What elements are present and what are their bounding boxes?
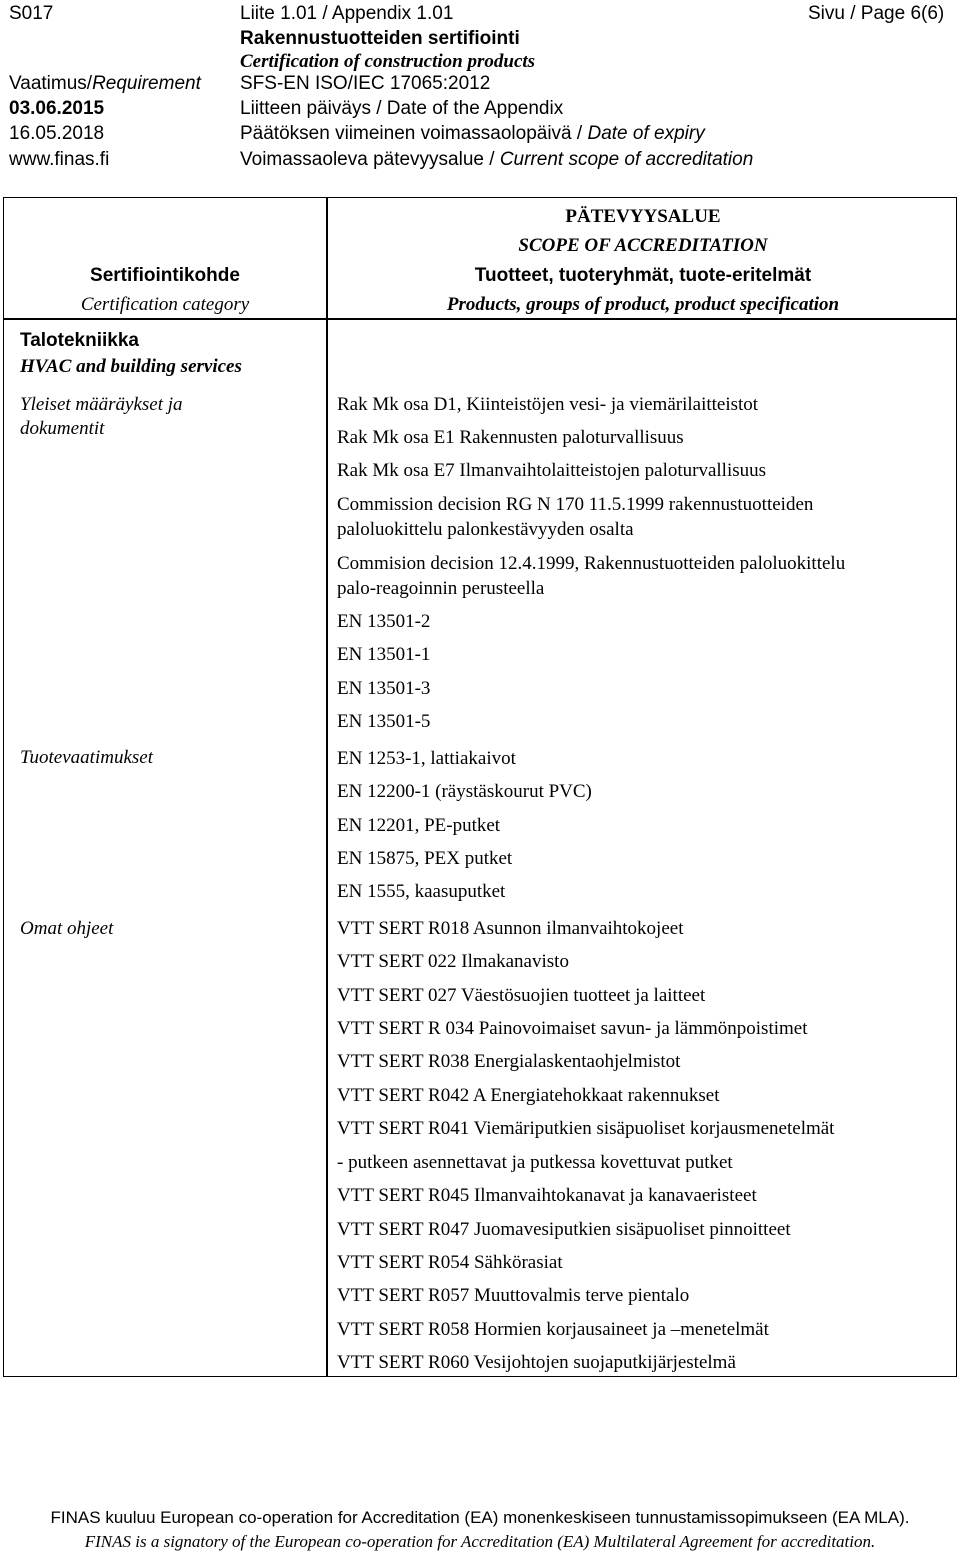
footer-text-en: FINAS is a signatory of the European co-operation for Accreditation (EA) Multilateral Agreement for accreditation. — [84, 1532, 876, 1551]
list-item: Rak Mk osa E1 Rakennusten paloturvallisuus — [337, 427, 684, 448]
category-en: HVAC and building services — [20, 356, 242, 377]
expiry-label: Päätöksen viimeinen voimassaolopäivä / Date of expiry — [240, 123, 705, 144]
list-item: VTT SERT R045 Ilmanvaihtokanavat ja kanavaeristeet — [337, 1185, 757, 1206]
list-item: EN 13501-3 — [337, 678, 431, 699]
requirement-label: Vaatimus/Requirement — [9, 73, 201, 94]
list-item: VTT SERT R058 Hormien korjausaineet ja –menetelmät — [337, 1319, 769, 1340]
list-item: VTT SERT R038 Energialaskentaohjelmistot — [337, 1051, 681, 1072]
section-general-line2: dokumentit — [20, 418, 105, 439]
footer-text-fi: FINAS kuuluu European co-operation for Accreditation (EA) monenkeskiseen tunnustamissopimukseen (EA MLA). — [50, 1508, 910, 1527]
col1-header-en: Certification category — [80, 294, 250, 315]
list-item: VTT SERT R054 Sähkörasiat — [337, 1252, 563, 1273]
list-item: VTT SERT R042 A Energiatehokkaat rakennukset — [337, 1085, 720, 1106]
list-item: VTT SERT R060 Vesijohtojen suojaputkijärjestelmä — [337, 1352, 736, 1373]
list-item: Commission decision RG N 170 11.5.1999 rakennustuotteiden — [337, 494, 814, 515]
appendix-date: 03.06.2015 — [9, 98, 105, 119]
col2-header-fi: Tuotteet, tuoteryhmät, tuote-eritelmät — [474, 265, 812, 286]
section-general-line1: Yleiset määräykset ja — [20, 394, 183, 415]
list-item: Commision decision 12.4.1999, Rakennustuotteiden paloluokittelu — [337, 553, 846, 574]
list-item: VTT SERT R018 Asunnon ilmanvaihtokojeet — [337, 918, 684, 939]
list-item: Rak Mk osa E7 Ilmanvaihtolaitteistojen paloturvallisuus — [337, 460, 767, 481]
col1-header-fi: Sertifiointikohde — [90, 265, 240, 286]
list-item: VTT SERT R047 Juomavesiputkien sisäpuoliset pinnoitteet — [337, 1219, 791, 1240]
list-item: paloluokittelu palonkestävyyden osalta — [337, 519, 634, 540]
list-item: VTT SERT R 034 Painovoimaiset savun- ja lämmönpoistimet — [337, 1018, 808, 1039]
title-fi: Rakennustuotteiden sertifiointi — [240, 28, 520, 49]
list-item: VTT SERT R057 Muuttovalmis terve pientalo — [337, 1285, 690, 1306]
category-fi: Talotekniikka — [20, 330, 139, 351]
list-item: EN 12200-1 (räystäskourut PVC) — [337, 781, 592, 802]
list-item: EN 12201, PE-putket — [337, 815, 501, 836]
list-item: Rak Mk osa D1, Kiinteistöjen vesi- ja viemärilaitteistot — [337, 394, 759, 415]
scope-title-fi: PÄTEVYYSALUE — [565, 206, 721, 227]
scope-label: Voimassaoleva pätevyysalue / Current scope of accreditation — [240, 149, 754, 170]
appendix-date-label: Liitteen päiväys / Date of the Appendix — [240, 98, 564, 119]
list-item: - putkeen asennettavat ja putkessa kovettuvat putket — [337, 1152, 733, 1173]
list-item: EN 1555, kaasuputket — [337, 881, 506, 902]
page-number: Sivu / Page 6(6) — [808, 3, 945, 24]
section-product-requirements: Tuotevaatimukset — [20, 747, 153, 768]
list-item: palo-reagoinnin perusteella — [337, 578, 545, 599]
list-item: EN 15875, PEX putket — [337, 848, 513, 869]
list-item: VTT SERT 027 Väestösuojien tuotteet ja laitteet — [337, 985, 706, 1006]
list-item: EN 13501-2 — [337, 611, 431, 632]
expiry-date: 16.05.2018 — [9, 123, 105, 144]
appendix-label: Liite 1.01 / Appendix 1.01 — [240, 3, 454, 24]
requirement-value: SFS-EN ISO/IEC 17065:2012 — [240, 73, 491, 94]
list-item: VTT SERT R041 Viemäriputkien sisäpuoliset korjausmenetelmät — [337, 1118, 835, 1139]
col2-header-en: Products, groups of product, product specification — [446, 294, 840, 315]
list-item: EN 1253-1, lattiakaivot — [337, 748, 516, 769]
document-code: S017 — [9, 3, 54, 24]
list-item: EN 13501-5 — [337, 711, 431, 732]
column-divider — [326, 198, 328, 1376]
website-link[interactable]: www.finas.fi — [9, 149, 110, 170]
list-item: VTT SERT 022 Ilmakanavisto — [337, 951, 569, 972]
list-item: EN 13501-1 — [337, 644, 431, 665]
title-en: Certification of construction products — [240, 51, 536, 72]
section-own-instructions: Omat ohjeet — [20, 918, 114, 939]
scope-title-en: SCOPE OF ACCREDITATION — [518, 235, 768, 256]
